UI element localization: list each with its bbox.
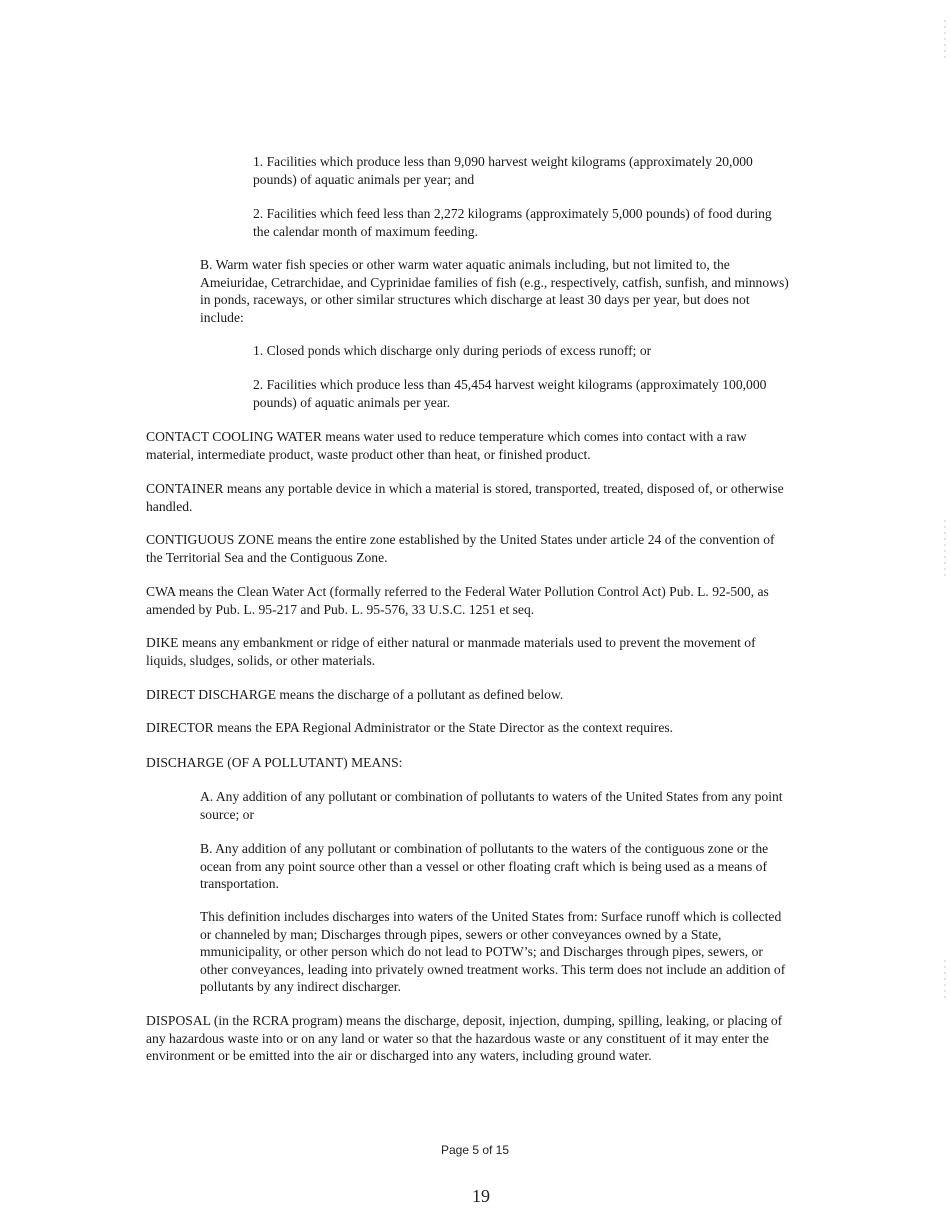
definition-discharge-heading: DISCHARGE (OF A POLLUTANT) MEANS: — [146, 755, 403, 770]
scan-artifact — [944, 520, 946, 580]
paragraph-closed-ponds: 1. Closed ponds which discharge only during periods of excess runoff; or — [253, 343, 652, 358]
definition-director: DIRECTOR means the EPA Regional Administrator or the State Director as the context requires. — [146, 720, 674, 735]
definition-dike: DIKE means any embankment or ridge of either natural or manmade materials used to prevent the movement of liquids, sludges, solids, or other materials. — [146, 635, 756, 668]
scan-artifact — [944, 20, 946, 60]
definition-container: CONTAINER means any portable device in which a material is stored, transported, treated, disposed of, or otherwise handled. — [146, 481, 784, 514]
definition-direct-discharge: DIRECT DISCHARGE means the discharge of a pollutant as defined below. — [146, 687, 564, 702]
definition-disposal: DISPOSAL (in the RCRA program) means the discharge, deposit, injection, dumping, spilling, leaking, or placing of any hazardous waste into or on any land or water so that the hazardous waste or any constituent of it may enter the environment or be emitted into the air or discharged into any waters, including ground water. — [146, 1013, 783, 1064]
definition-contiguous-zone: CONTIGUOUS ZONE means the entire zone established by the United States under article 24 of the convention of the Territorial Sea and the Contiguous Zone. — [146, 532, 775, 565]
paragraph-warm-water-species: B. Warm water fish species or other warm water aquatic animals including, but not limited to, the Ameiuridae, Cetrarchidae, and Cyprinidae families of fish (e.g., respectively, catfish, sunfish, and minnows) in ponds, raceways, or other similar structures which discharge at least 30 days per year, but does not include: — [200, 257, 789, 325]
paragraph-facilities-harvest-limit: 1. Facilities which produce less than 9,090 harvest weight kilograms (approximately 20,000 pounds) of aquatic animals per year; and — [253, 154, 753, 187]
paragraph-discharge-note: This definition includes discharges into waters of the United States from: Surface runoff which is collected or channeled by man; Discharges through pipes, sewers or other conveyances owned by a State, mmunicipality, or other person which do not lead to POTW’s; and Discharges through pipes, sewers, or other conveyances, leading into privately owned treatment works. This term does not include an addition of pollutants by any indirect discharger. — [200, 909, 786, 995]
paragraph-discharge-a: A. Any addition of any pollutant or combination of pollutants to waters of the United States from any point source; or — [200, 789, 783, 822]
page-number: 19 — [472, 1186, 490, 1206]
definition-cwa: CWA means the Clean Water Act (formally referred to the Federal Water Pollution Control Act) Pub. L. 92-500, as amended by Pub. L. 95-217 and Pub. L. 95-576, 33 U.S.C. 1251 et seq. — [146, 584, 769, 617]
paragraph-facilities-feed-limit: 2. Facilities which feed less than 2,272 kilograms (approximately 5,000 pounds) of food during the calendar month of maximum feeding. — [253, 206, 772, 239]
paragraph-facilities-production-limit: 2. Facilities which produce less than 45,454 harvest weight kilograms (approximately 100,000 pounds) of aquatic animals per year. — [253, 377, 767, 410]
scan-artifact — [944, 960, 946, 1000]
definition-contact-cooling-water: CONTACT COOLING WATER means water used to reduce temperature which comes into contact with a raw material, intermediate product, waste product other than heat, or finished product. — [146, 429, 747, 462]
paragraph-discharge-b: B. Any addition of any pollutant or combination of pollutants to the waters of the contiguous zone or the ocean from any point source other than a vessel or other floating craft which is being used as a means of transportation. — [200, 841, 769, 892]
page-label: Page 5 of 15 — [440, 1143, 510, 1157]
